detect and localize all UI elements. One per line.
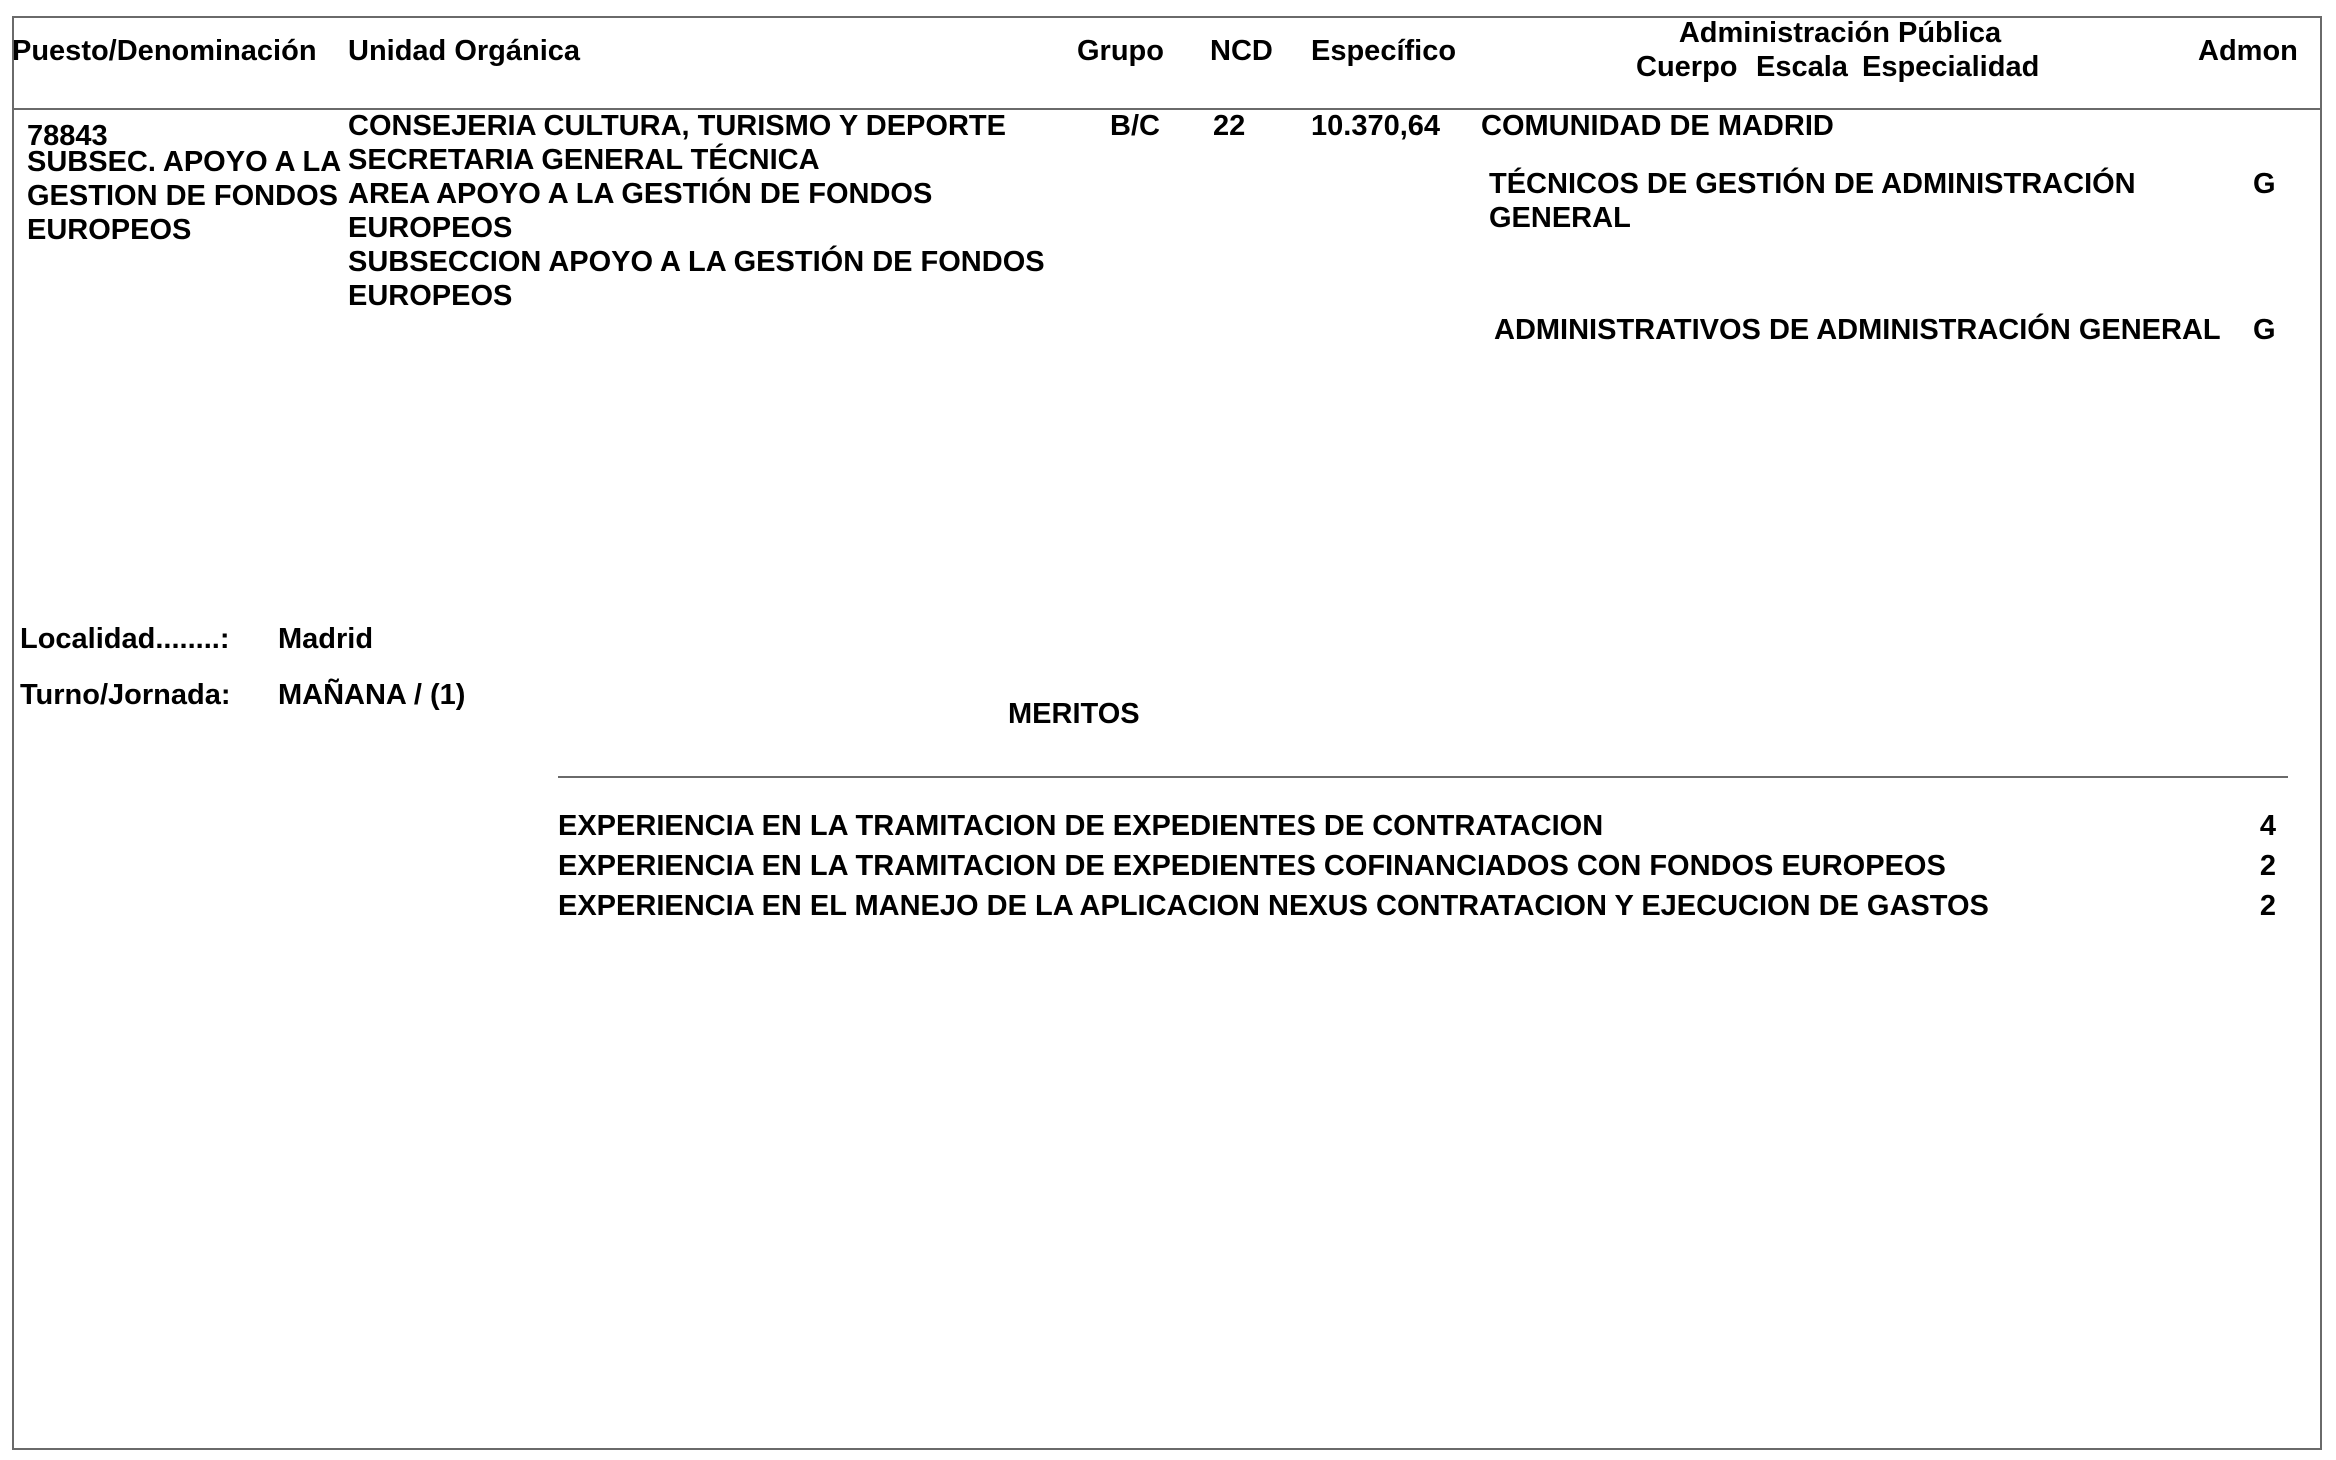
denominacion-line: SUBSEC. APOYO A LA <box>27 146 342 178</box>
merito-points: 2 <box>2259 850 2276 882</box>
cuerpo-line: TÉCNICOS DE GESTIÓN DE ADMINISTRACIÓN <box>1489 168 2136 200</box>
merito-text: EXPERIENCIA EN LA TRAMITACION DE EXPEDIENTES COFINANCIADOS CON FONDOS EUROPEOS <box>558 850 1946 882</box>
header-grupo: Grupo <box>1077 35 1164 67</box>
unidad-line: AREA APOYO A LA GESTIÓN DE FONDOS <box>348 178 933 210</box>
header-admon: Admon <box>2198 35 2298 67</box>
administracion-value: COMUNIDAD DE MADRID <box>1481 110 1834 142</box>
turno-label: Turno/Jornada: <box>20 679 231 711</box>
header-especifico: Específico <box>1311 35 1457 67</box>
meritos-divider <box>558 776 2288 778</box>
header-unidad: Unidad Orgánica <box>348 35 581 67</box>
merito-points: 4 <box>2259 810 2276 842</box>
merito-points: 2 <box>2259 890 2276 922</box>
header-cuerpo: Cuerpo <box>1636 51 1738 83</box>
unidad-line: SECRETARIA GENERAL TÉCNICA <box>348 144 820 176</box>
cuerpo-admon: G <box>2253 314 2276 346</box>
header-ncd: NCD <box>1210 35 1273 67</box>
header-especialidad: Especialidad <box>1862 51 2040 83</box>
merito-text: EXPERIENCIA EN EL MANEJO DE LA APLICACION NEXUS CONTRATACION Y EJECUCION DE GASTOS <box>558 890 1989 922</box>
unidad-line: EUROPEOS <box>348 212 513 244</box>
denominacion-line: GESTION DE FONDOS <box>27 180 338 212</box>
unidad-line: SUBSECCION APOYO A LA GESTIÓN DE FONDOS <box>348 246 1045 278</box>
cuerpo-line: ADMINISTRATIVOS DE ADMINISTRACIÓN GENERAL <box>1494 314 2221 346</box>
cuerpo-line: GENERAL <box>1489 202 1631 234</box>
localidad-value: Madrid <box>278 623 374 655</box>
grupo-value: B/C <box>1110 110 1160 142</box>
meritos-title: MERITOS <box>1008 698 1140 730</box>
header-escala: Escala <box>1756 51 1848 83</box>
localidad-label: Localidad........: <box>20 623 230 655</box>
merito-text: EXPERIENCIA EN LA TRAMITACION DE EXPEDIENTES DE CONTRATACION <box>558 810 1604 842</box>
unidad-line: CONSEJERIA CULTURA, TURISMO Y DEPORTE <box>348 110 1006 142</box>
cuerpo-admon: G <box>2253 168 2276 200</box>
turno-value: MAÑANA / (1) <box>278 679 466 711</box>
puesto-codigo: 78843 <box>27 120 108 152</box>
especifico-value: 10.370,64 <box>1311 110 1441 142</box>
unidad-line: EUROPEOS <box>348 280 513 312</box>
denominacion-line: EUROPEOS <box>27 214 192 246</box>
header-puesto: Puesto/Denominación <box>12 35 317 67</box>
ncd-value: 22 <box>1213 110 1246 142</box>
header-admin-publica: Administración Pública <box>1678 17 2002 49</box>
